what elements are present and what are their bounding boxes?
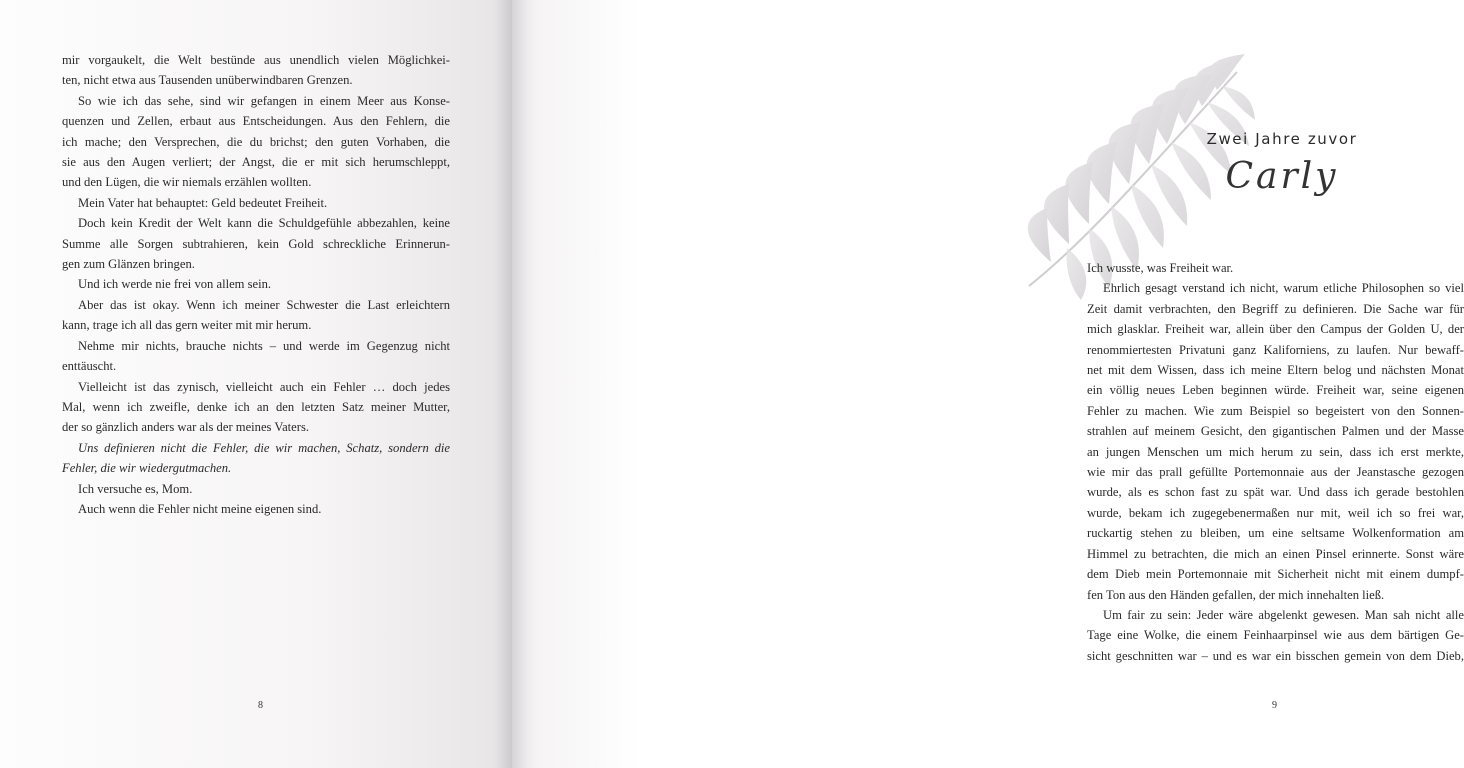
text-line: kann, trage ich all das gern weiter mit mir herum. xyxy=(62,318,312,333)
text-line: Vielleicht ist das zynisch, vielleicht auch ein Fehler … doch jedes xyxy=(78,379,450,394)
paragraph xyxy=(62,499,450,519)
text-line: Ich wusste, was Freiheit war. xyxy=(1087,261,1234,275)
text-line: Doch kein Kredit der Welt kann die Schuldgefühle abbezahlen, keine xyxy=(78,216,450,231)
text-line: Fehler, die wir wiedergutmachen. xyxy=(62,461,232,476)
right-page-body xyxy=(1087,258,1464,666)
text-line: Fehler zu machen. Wie zum Beispiel so begeistert von den Sonnen- xyxy=(1087,403,1464,418)
text-line: wurde, als es schon fast zu spät war. Und dass ich gerade bestohlen xyxy=(1087,485,1464,500)
chapter-name: Carly xyxy=(1225,156,1339,197)
text-line: So wie ich das sehe, sind wir gefangen in einem Meer aus Konse- xyxy=(78,93,450,108)
text-line: Und ich werde nie frei von allem sein. xyxy=(78,277,272,292)
text-line: sicht geschnitten war – und es war ein bisschen gemein von dem Dieb, xyxy=(1087,648,1464,663)
paragraph xyxy=(62,377,450,438)
paragraph xyxy=(62,193,450,213)
paragraph xyxy=(62,336,450,377)
text-line: ich mache; den Versprechen, die du brichst; den guten Vorhaben, die xyxy=(62,134,450,149)
text-line: mir vorgaukelt, die Welt bestünde aus unendlich vielen Möglichkei- xyxy=(62,53,450,67)
paragraph xyxy=(62,91,450,193)
paragraph xyxy=(1087,605,1464,666)
text-line: Tage eine Wolke, die einem Feinhaarpinsel wie aus dem bärtigen Ge- xyxy=(1087,628,1464,643)
right-page xyxy=(512,0,1464,768)
text-line: enttäuscht. xyxy=(62,359,117,374)
chapter-pretitle: Zwei Jahre zuvor xyxy=(1206,130,1358,148)
paragraph xyxy=(62,213,450,274)
text-line: Summe alle Sorgen subtrahieren, kein Gold schreckliche Erinnerun- xyxy=(62,236,450,251)
left-page xyxy=(0,0,512,768)
paragraph xyxy=(62,438,450,479)
text-line: der so gänzlich anders war als der meines Vaters. xyxy=(62,420,310,435)
text-line: mich glasklar. Freiheit war, allein über den Campus der Golden U, der xyxy=(1087,322,1464,337)
text-line: ein völlig neues Leben beginnen würde. Freiheit war, seine eigenen xyxy=(1087,383,1464,398)
text-line: und den Lügen, die wir niemals erzählen wollten. xyxy=(62,175,312,190)
text-line: quenzen und Zellen, erbaut aus Entscheidungen. Aus den Fehlern, die xyxy=(62,114,450,129)
text-line: ruckartig stehen zu bleiben, um eine seltsame Wolkenformation am xyxy=(1087,526,1464,541)
text-line: Uns definieren nicht die Fehler, die wir machen, Schatz, sondern die xyxy=(78,440,450,455)
text-line: Ehrlich gesagt verstand ich nicht, warum etliche Philosophen so viel xyxy=(1103,281,1464,296)
paragraph xyxy=(62,295,450,336)
text-line: wurde, bekam ich zugegebenermaßen nur mit, weil ich so frei war, xyxy=(1087,505,1464,520)
chapter-heading xyxy=(1152,130,1412,197)
text-line: Himmel zu betrachten, die mich an einen Pinsel erinnerte. Sonst wäre xyxy=(1087,546,1464,561)
text-line: gen zum Glänzen bringen. xyxy=(62,257,195,272)
text-line: ten, nicht etwa aus Tausenden unüberwindbaren Grenzen. xyxy=(62,73,353,88)
paragraph xyxy=(62,274,450,294)
text-line: Mein Vater hat behauptet: Geld bedeutet Freiheit. xyxy=(78,195,328,210)
text-line: Mal, wenn ich zweifle, denke ich an den letzten Satz meiner Mutter, xyxy=(62,399,450,414)
paragraph xyxy=(1087,278,1464,605)
paragraph xyxy=(1087,258,1464,278)
paragraph xyxy=(62,479,450,499)
text-line: Aber das ist okay. Wenn ich meiner Schwester die Last erleichtern xyxy=(78,297,450,312)
text-line: Nehme mir nichts, brauche nichts – und werde im Gegenzug nicht xyxy=(78,338,450,353)
page-number-right: 9 xyxy=(1272,700,1277,711)
text-line: dem Dieb mein Portemonnaie mit Sicherheit nicht mit einem dumpf- xyxy=(1087,567,1464,582)
text-line: Ich versuche es, Mom. xyxy=(78,481,193,496)
page-number-left: 8 xyxy=(258,700,263,711)
text-line: net mit dem Wissen, dass ich meine Eltern belog und nächsten Monat xyxy=(1087,363,1464,378)
text-line: strahlen auf meinem Gesicht, den gigantischen Palmen und der Masse xyxy=(1087,424,1464,439)
text-line: Um fair zu sein: Jeder wäre abgelenkt gewesen. Man sah nicht alle xyxy=(1103,607,1464,622)
left-page-body xyxy=(62,50,450,519)
text-line: Auch wenn die Fehler nicht meine eigenen sind. xyxy=(78,501,322,516)
paragraph xyxy=(62,50,450,91)
text-line: an jungen Menschen um mich herum zu sein, dass ich erst merkte, xyxy=(1087,444,1464,459)
text-line: fen Ton aus den Händen gefallen, der mich innehalten ließ. xyxy=(1087,587,1385,602)
text-line: wie mir das prall gefüllte Portemonnaie aus der Jeanstasche gezogen xyxy=(1087,465,1464,480)
text-line: sie aus den Augen verliert; der Angst, die er mit sich herumschleppt, xyxy=(62,155,450,170)
text-line: renommiertesten Privatuni ganz Kaliforniens, zu laufen. Nur bewaff- xyxy=(1087,342,1464,357)
text-line: Zeit damit verbrachten, den Begriff zu definieren. Die Sache war für xyxy=(1087,301,1464,316)
